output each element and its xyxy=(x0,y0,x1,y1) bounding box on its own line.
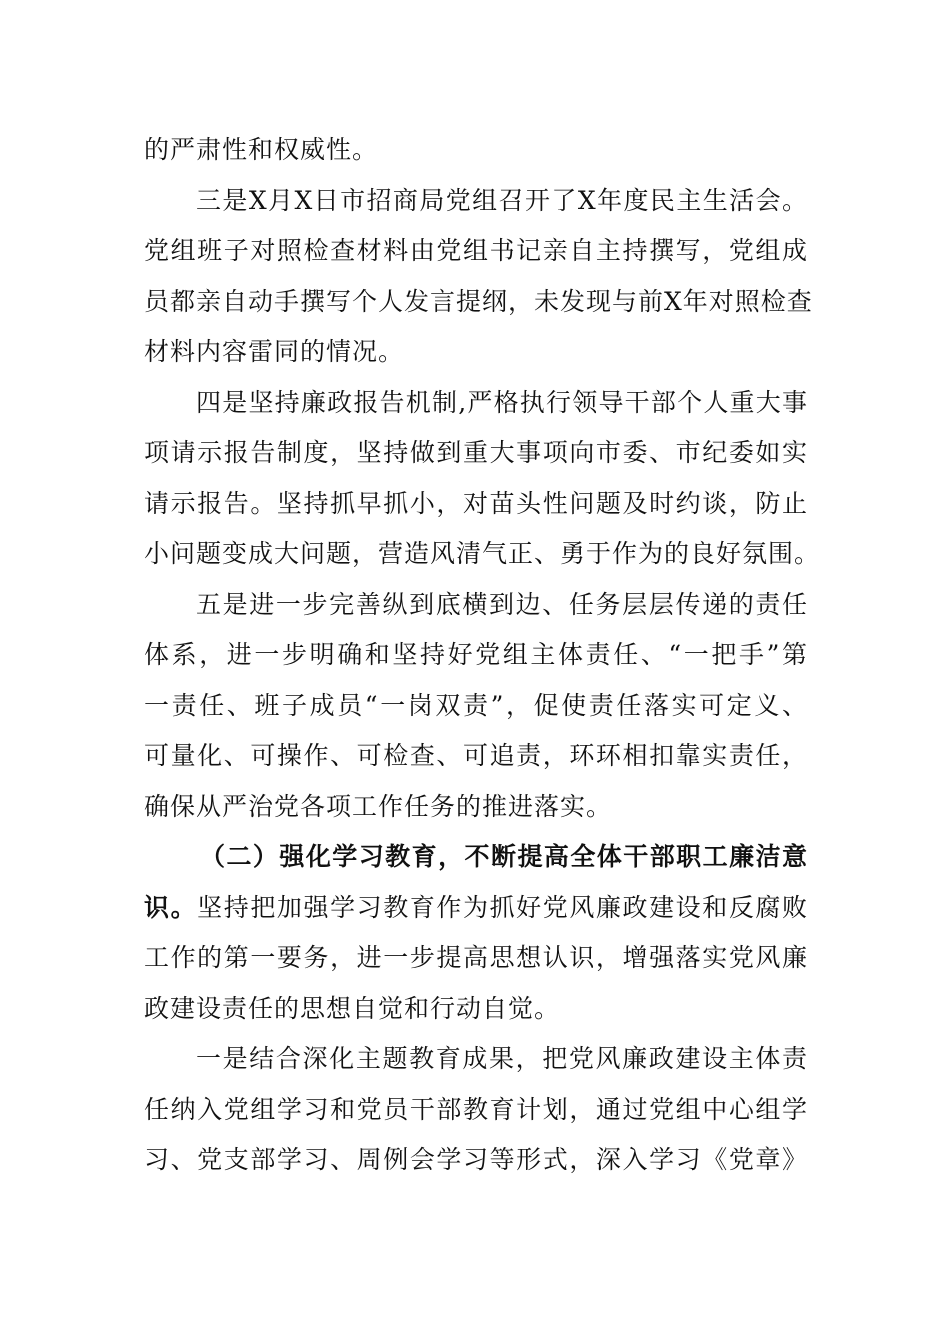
text-line: 政建设责任的思想自觉和行动自觉。 xyxy=(144,993,561,1023)
text-line: 材料内容雷同的情况。 xyxy=(144,337,405,366)
text-line-mixed xyxy=(144,888,808,939)
text-line: 的严肃性和权威性。 xyxy=(144,135,379,164)
text-line: 四是坚持廉政报告机制,严格执行领导干部个人重大事 xyxy=(196,387,808,417)
text-line: 请示报告。坚持抓早抓小，对苗头性问题及时约谈，防止 xyxy=(144,488,808,518)
text-line: 小问题变成大问题，营造风清气正、勇于作为的良好氛围。 xyxy=(144,539,821,568)
text-line: 工作的第一要务，进一步提高思想认识，增强落实党风廉 xyxy=(144,943,808,972)
document-body xyxy=(144,130,821,1191)
text-line: 习、党支部学习、周例会学习等形式，深入学习《党章》 xyxy=(144,1145,808,1174)
text-line: 体系，进一步明确和坚持好党组主体责任、“一把手”第 xyxy=(144,640,808,669)
text-line: 可量化、可操作、可检查、可追责，环环相扣靠实责任， xyxy=(144,741,808,770)
text-line: 确保从严治党各项工作任务的推进落实。 xyxy=(144,791,613,821)
text-line: 党组班子对照检查材料由党组书记亲自主持撰写，党组成 xyxy=(144,236,808,265)
text-line: 五是进一步完善纵到底横到边、任务层层传递的责任 xyxy=(196,589,808,619)
text-line: 项请示报告制度，坚持做到重大事项向市委、市纪委如实 xyxy=(144,438,808,467)
section-body-start: 坚持把加强学习教育作为抓好党风廉政建设和反腐败 xyxy=(197,892,808,922)
section-heading-tail: 识。 xyxy=(144,892,198,922)
section-heading-line: （二）强化学习教育，不断提高全体干部职工廉洁意 xyxy=(200,842,808,871)
text-line: 一是结合深化主题教育成果，把党风廉政建设主体责 xyxy=(196,1044,808,1073)
text-line: 一责任、班子成员“一岗双责”，促使责任落实可定义、 xyxy=(144,690,808,720)
text-line: 任纳入党组学习和党员干部教育计划，通过党组中心组学 xyxy=(144,1094,808,1124)
text-line: 三是X月X日市招商局党组召开了X年度民主生活会。 xyxy=(196,185,808,215)
text-line: 员都亲自动手撰写个人发言提纲，未发现与前X年对照检查 xyxy=(144,286,813,316)
